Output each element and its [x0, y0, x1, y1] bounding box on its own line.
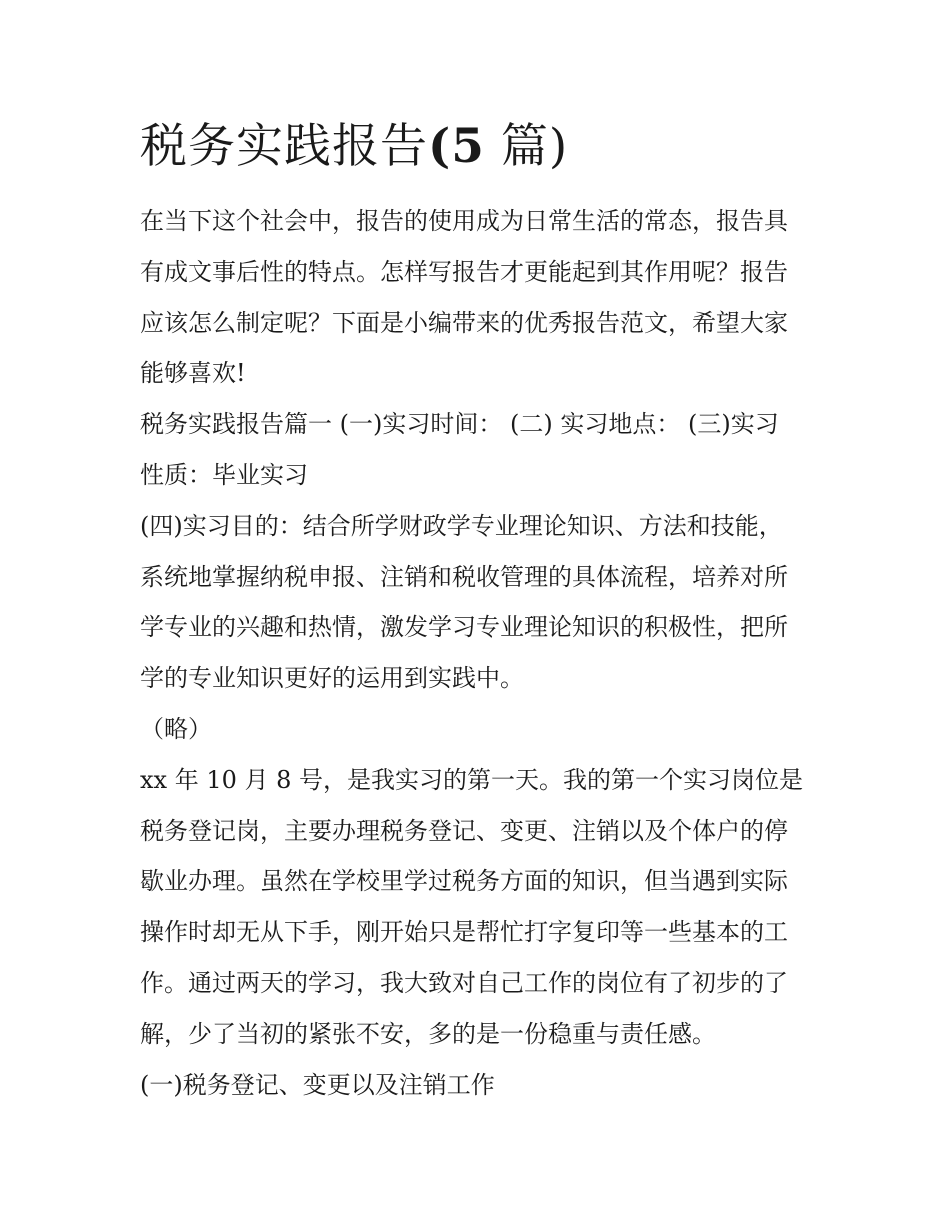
section-heading-paragraph: (一)税务登记、变更以及注销工作: [140, 1070, 495, 1099]
document-title: [140, 112, 820, 182]
first-day-paragraph: xx 年 10 月 8 号，是我实习的第一天。我的第一个实习岗位是 税务登记岗，主要办理税务登记、变更、注销以及个体户的停 歇业办理。虽然在学校里学过税务方面的知识，但当遇到实际 操作时却无从下手，刚开始只是帮忙打字复印等一些基本的工 作。通过两天的学习，我大致对自己工作的岗位有了初步的了 解，少了当初的紧张不安，多的是一份稳重与责任感。: [140, 765, 804, 1048]
title-prefix: 税务实践报告: [140, 119, 428, 174]
title-number: (5: [428, 119, 485, 174]
omitted-paragraph: （略）: [140, 714, 212, 743]
title-suffix: 篇): [500, 119, 569, 174]
document-page: [140, 112, 820, 1110]
internship-purpose-paragraph: (四)实习目的：结合所学财政学专业理论知识、方法和技能， 系统地掌握纳税申报、注销和税收管理的具体流程，培养对所 学专业的兴趣和热情，激发学习专业理论知识的积极性，把所 学的专业知识更好的运用到实践中。: [140, 511, 788, 693]
report-info-paragraph: 税务实践报告篇一 (一)实习时间： (二) 实习地点： (三)实习 性质：毕业实习: [140, 410, 779, 489]
intro-paragraph: 在当下这个社会中，报告的使用成为日常生活的常态，报告具 有成文事后性的特点。怎样写报告才更能起到其作用呢？报告 应该怎么制定呢？下面是小编带来的优秀报告范文，希望大家 能够喜欢!: [140, 207, 788, 388]
